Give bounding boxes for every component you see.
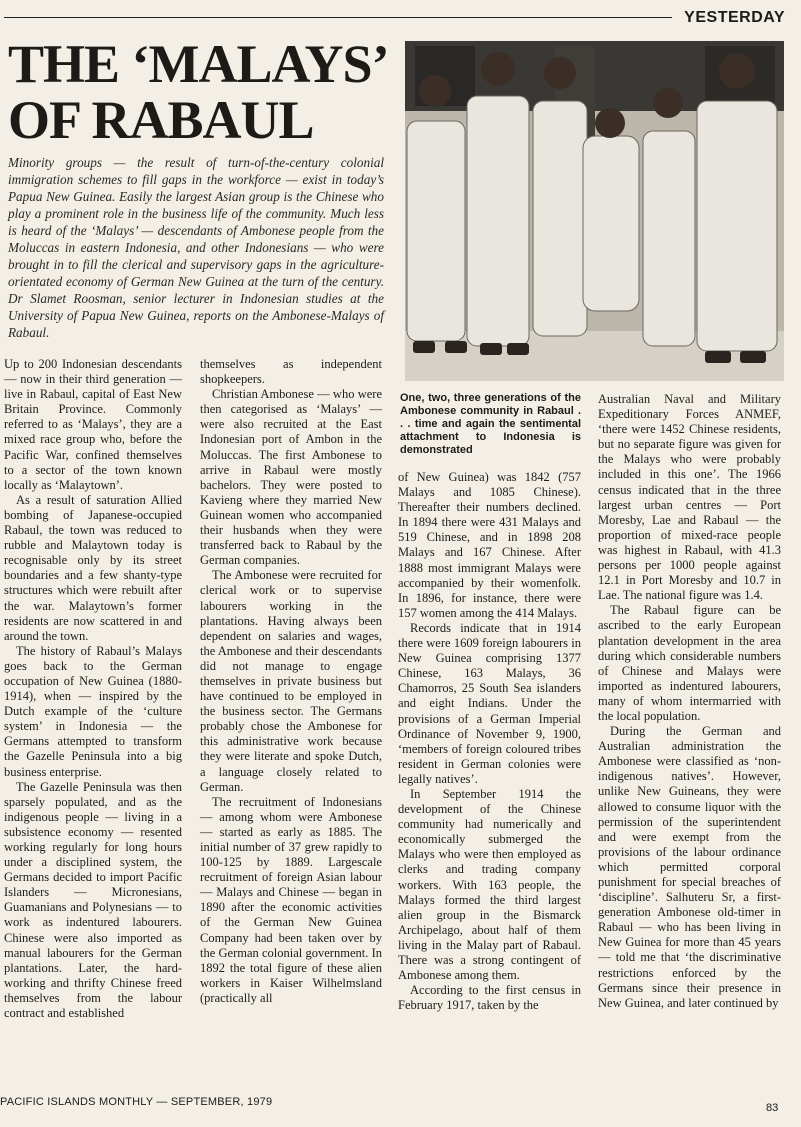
paragraph: The Rabaul figure can be ascribed to the early European plantation development in the area during which considerable numbers of Chinese and Malays were imported as indentured labourers, many of whom intermarried with the local population. [598, 603, 781, 723]
article-title [8, 36, 403, 148]
article-standfirst: Minority groups — the result of turn-of-the-century colonial immigration schemes to fill gaps in the workforce — exist in today’s Papua New Guinea. Easily the largest Asian group is the Chinese who play a prominent role in the business life of the community. Much less is heard of the ‘Malays’ — descendants of Ambonese people from the Moluccas in eastern Indonesia, and other Indonesians — who were brought in to fill the clerical and supervisory gaps in the agriculture-orientated economy of German New Guinea at the turn of the century. Dr Slamet Roosman, senior lecturer in Indonesian studies at the University of Papua New Guinea, reports on the Ambonese-Malays of Rabaul. [8, 155, 384, 340]
footer-publication: PACIFIC ISLANDS MONTHLY — SEPTEMBER, 1979 [0, 1096, 273, 1108]
section-label: YESTERDAY [684, 9, 785, 26]
article-column-3 [398, 470, 581, 1013]
paragraph: During the German and Australian administration the Ambonese were classified as ‘non-indigenous natives’. However, unlike New Guineans, they were allowed to consume liquor with the permission of the superintendent and were exempt from the provisions of the labour ordinance which permitted corporal punishment for special breaches of ‘discipline’. Salhuteru Sr, a first-generation Ambonese old-timer in Rabaul — who has been living in New Guinea for more than 45 years — told me that ‘the discriminative restrictions enforced by the Germans since their presence in New Guinea, and later continued by [598, 724, 781, 1010]
paragraph: Christian Ambonese — who were then categorised as ‘Malays’ — were also recruited at the East Indonesian port of Ambon in the Moluccas. The first Ambonese to arrive in Rabaul were mostly bachelors. They were posted to Kavieng where they married New Guinean women who accompanied their husbands when they were transferred back to Rabaul by the German companies. [200, 387, 382, 568]
group-photo-image [405, 41, 784, 381]
article-column-1 [4, 357, 182, 1021]
paragraph: In September 1914 the development of the Chinese community had numerically and economically submerged the Malays who were then employed as clerks and trading company workers. With 163 people, the Malays formed the third largest alien group in the Bismarck Archipelago, about half of them living in the Malay part of Rabaul. There was a strong contingent of Ambonese among them. [398, 786, 581, 983]
group-photo [405, 41, 784, 381]
article-column-2 [200, 357, 382, 1006]
paragraph: of New Guinea) was 1842 (757 Malays and 1085 Chinese). Thereafter their numbers declined. In 1894 there were 431 Malays and 519 Chinese, and in 1898 208 Malays and 167 Chinese. After 1888 most immigrant Malays were accompanied by their womenfolk. In 1896, for instance, there were 157 women among the 414 Malays. [398, 470, 581, 620]
paragraph: Records indicate that in 1914 there were 1609 foreign labourers in New Guinea comprising 1377 Chinese, 163 Malays, 36 Chamorros, 25 South Sea islanders and eight Indians. Under the provisions of a German Imperial Ordinance of November 9, 1900, ‘members of foreign coloured tribes resident in German colonies were legally natives’. [398, 620, 581, 786]
paragraph: Australian Naval and Military Expeditionary Forces ANMEF, ‘there were 1452 Chinese residents, but no separate figure was given for the Malays who were probably included in this one’. The 1966 census indicated that in the three largest urban centres — Port Moresby, Lae and Rabaul — the proportion of mixed-race people was highest in Rabaul, with 41.3 persons per 1000 people against 12.1 in Port Moresby and 10.7 in Lae. The national figure was 1.4. [598, 392, 781, 603]
header-rule [4, 17, 672, 18]
paragraph: The history of Rabaul’s Malays goes back to the German occupation of New Guinea (1880-1914), when — inspired by the Dutch example of the ‘culture system’ in Indonesia — the Germans attempted to transform the Gazelle Peninsula into a big business enterprise. [4, 643, 182, 779]
article-column-4 [598, 392, 781, 1011]
paragraph: As a result of saturation Allied bombing of Japanese-occupied Rabaul, the town was reduced to rubble and Malaytown today is recognisable only by its street boundaries and a few shanty-type structures which were rebuilt after the war. Malaytown’s former residents are now scattered in and around the town. [4, 492, 182, 643]
page-number: 83 [766, 1102, 779, 1114]
photo-caption: One, two, three generations of the Ambonese community in Rabaul . . . time and again the sentimental attachment to Indonesia is demonstrated [400, 392, 581, 456]
paragraph: The Ambonese were recruited for clerical work or to supervise labourers working in the plantations. Having always been dependent on salaries and wages, the Ambonese and their descendants did not manage to engage themselves in private business but have continued to be employed in the business sector. The Germans probably chose the Ambonese for this administrative work because they were literate and spoke Dutch, a language closely related to German. [200, 568, 382, 794]
title-line-2: OF RABAUL [8, 90, 314, 150]
title-line-1: THE ‘MALAYS’ [8, 34, 389, 94]
paragraph: According to the first census in February 1917, taken by the [398, 983, 581, 1013]
paragraph: themselves as independent shopkeepers. [200, 357, 382, 387]
paragraph: The recruitment of Indonesians — among whom were Ambonese — started as early as 1885. The initial number of 37 grew rapidly to 100-125 by 1889. Largescale recruitment of foreign Asian labour — Malays and Chinese — began in 1890 after the economic activities of the German New Guinea Company had been taken over by the German colonial government. In 1892 the total figure of these alien workers in Kaiser Wilhelmsland (practically all [200, 794, 382, 1005]
paragraph: The Gazelle Peninsula was then sparsely populated, and as the indigenous people — living in a subsistence economy — resented working regularly for long hours under a disciplined system, the Germans decided to import Pacific Islanders — Micronesians, Guamanians and Polynesians — to work as indentured labourers. Chinese were also imported as manual labourers for the German plantations. Later, the hard-working and thrifty Chinese freed themselves from the labour contract and established [4, 779, 182, 1021]
paragraph: Up to 200 Indonesian descendants — now in their third generation — live in Rabaul, capital of East New Britain Province. Commonly referred to as ‘Malays’, they are a mixed race group who, before the Pacific War, confined themselves to a sector of the town known locally as ‘Malaytown’. [4, 357, 182, 492]
